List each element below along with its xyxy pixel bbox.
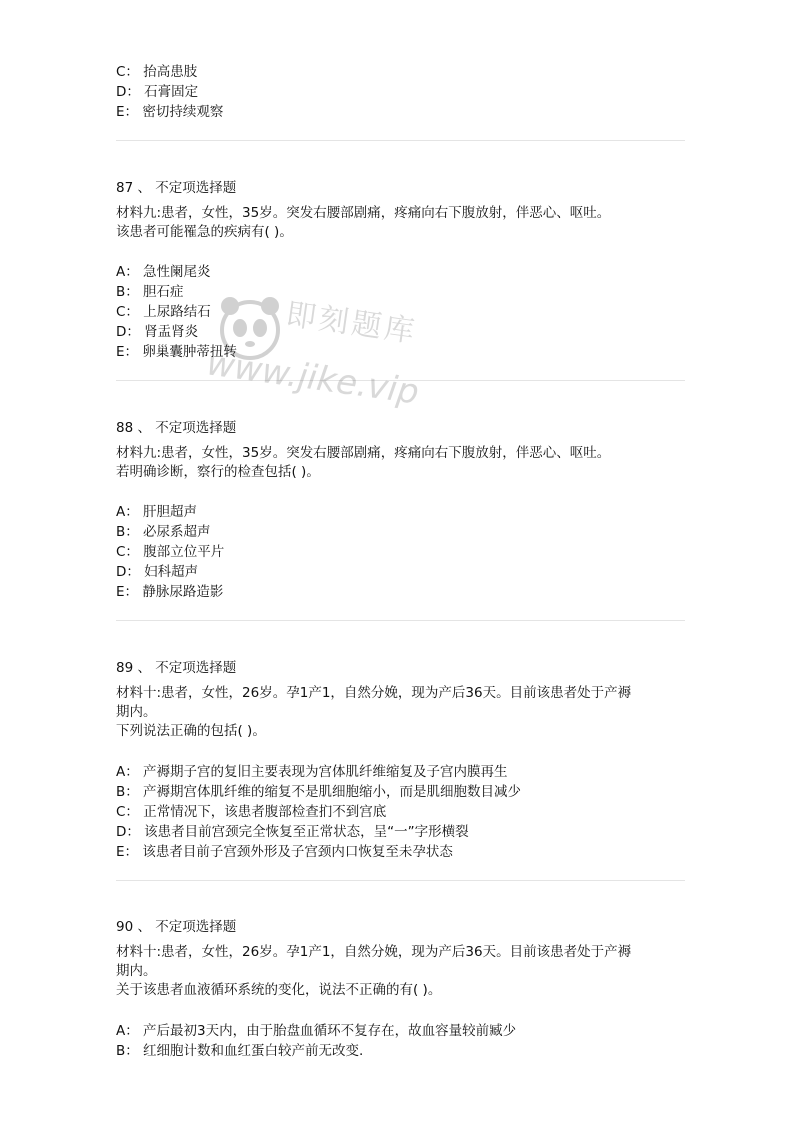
q90-option-b: B： 红细胞计数和血红蛋白较产前无改变. — [116, 1043, 364, 1059]
q89-option-e: E： 该患者目前子宫颈外形及子宫颈内口恢复至未孕状态 — [116, 844, 453, 860]
q89-option-c: C： 正常情况下，该患者腹部检查扪不到宫底 — [116, 804, 387, 820]
q90-header: 90 、 不定项选择题 — [116, 919, 237, 935]
q86-option-c: C： 抬高患肢 — [116, 64, 198, 80]
q90-stem-line-1: 材料十:患者，女性，26岁。孕1产1，自然分娩，现为产后36天。目前该患者处于产褥 — [116, 944, 632, 960]
q90-stem-line-3: 关于该患者血液循环系统的变化，说法不正确的有( )。 — [116, 982, 442, 998]
watermark-url: www.jike.vip — [204, 343, 422, 413]
q90-stem-line-2: 期内。 — [116, 963, 157, 979]
q87-option-a: A： 急性阑尾炎 — [116, 264, 211, 280]
q87-option-d: D： 肾盂肾炎 — [116, 324, 199, 340]
q86-option-e: E： 密切持续观察 — [116, 104, 224, 120]
q88-option-c: C： 腹部立位平片 — [116, 544, 225, 560]
separator — [116, 380, 685, 381]
q88-option-a: A： 肝胆超声 — [116, 504, 198, 520]
separator — [116, 140, 685, 141]
q89-stem-line-3: 下列说法正确的包括( )。 — [116, 723, 266, 739]
q87-option-c: C： 上尿路结石 — [116, 304, 211, 320]
q89-stem-line-2: 期内。 — [116, 704, 157, 720]
q88-stem-line-1: 材料九:患者，女性，35岁。突发右腰部剧痛，疼痛向右下腹放射，伴恶心、呕吐。 — [116, 445, 611, 461]
q88-header: 88 、 不定项选择题 — [116, 420, 237, 436]
q87-stem-line-2: 该患者可能罹急的疾病有( )。 — [116, 224, 293, 240]
q89-header: 89 、 不定项选择题 — [116, 660, 237, 676]
q87-header: 87 、 不定项选择题 — [116, 180, 237, 196]
q87-stem-line-1: 材料九:患者，女性，35岁。突发右腰部剧痛，疼痛向右下腹放射，伴恶心、呕吐。 — [116, 205, 611, 221]
q89-stem-line-1: 材料十:患者，女性，26岁。孕1产1，自然分娩，现为产后36天。目前该患者处于产褥 — [116, 685, 632, 701]
q87-option-b: B： 胆石症 — [116, 284, 184, 300]
watermark-text-cn: 即刻题库 — [283, 296, 420, 350]
q88-option-d: D： 妇科超声 — [116, 564, 199, 580]
q89-option-d: D： 该患者目前宫颈完全恢复至正常状态，呈“一”字形横裂 — [116, 824, 469, 840]
q88-option-b: B： 必尿系超声 — [116, 524, 211, 540]
separator — [116, 620, 685, 621]
q87-option-e: E： 卵巢囊肿蒂扭转 — [116, 344, 237, 360]
separator — [116, 880, 685, 881]
q90-option-a: A： 产后最初3天内，由于胎盘血循环不复存在，故血容量较前臧少 — [116, 1023, 517, 1039]
q89-option-a: A： 产褥期子宫的复旧主要表现为宫体肌纤维缩复及子宫内膜再生 — [116, 764, 508, 780]
q86-option-d: D： 石膏固定 — [116, 84, 199, 100]
q89-option-b: B： 产褥期宫体肌纤维的缩复不是肌细胞缩小，而是肌细胞数目减少 — [116, 784, 522, 800]
q88-stem-line-2: 若明确诊断，察行的检查包括( )。 — [116, 464, 320, 480]
q88-option-e: E： 静脉尿路造影 — [116, 584, 224, 600]
